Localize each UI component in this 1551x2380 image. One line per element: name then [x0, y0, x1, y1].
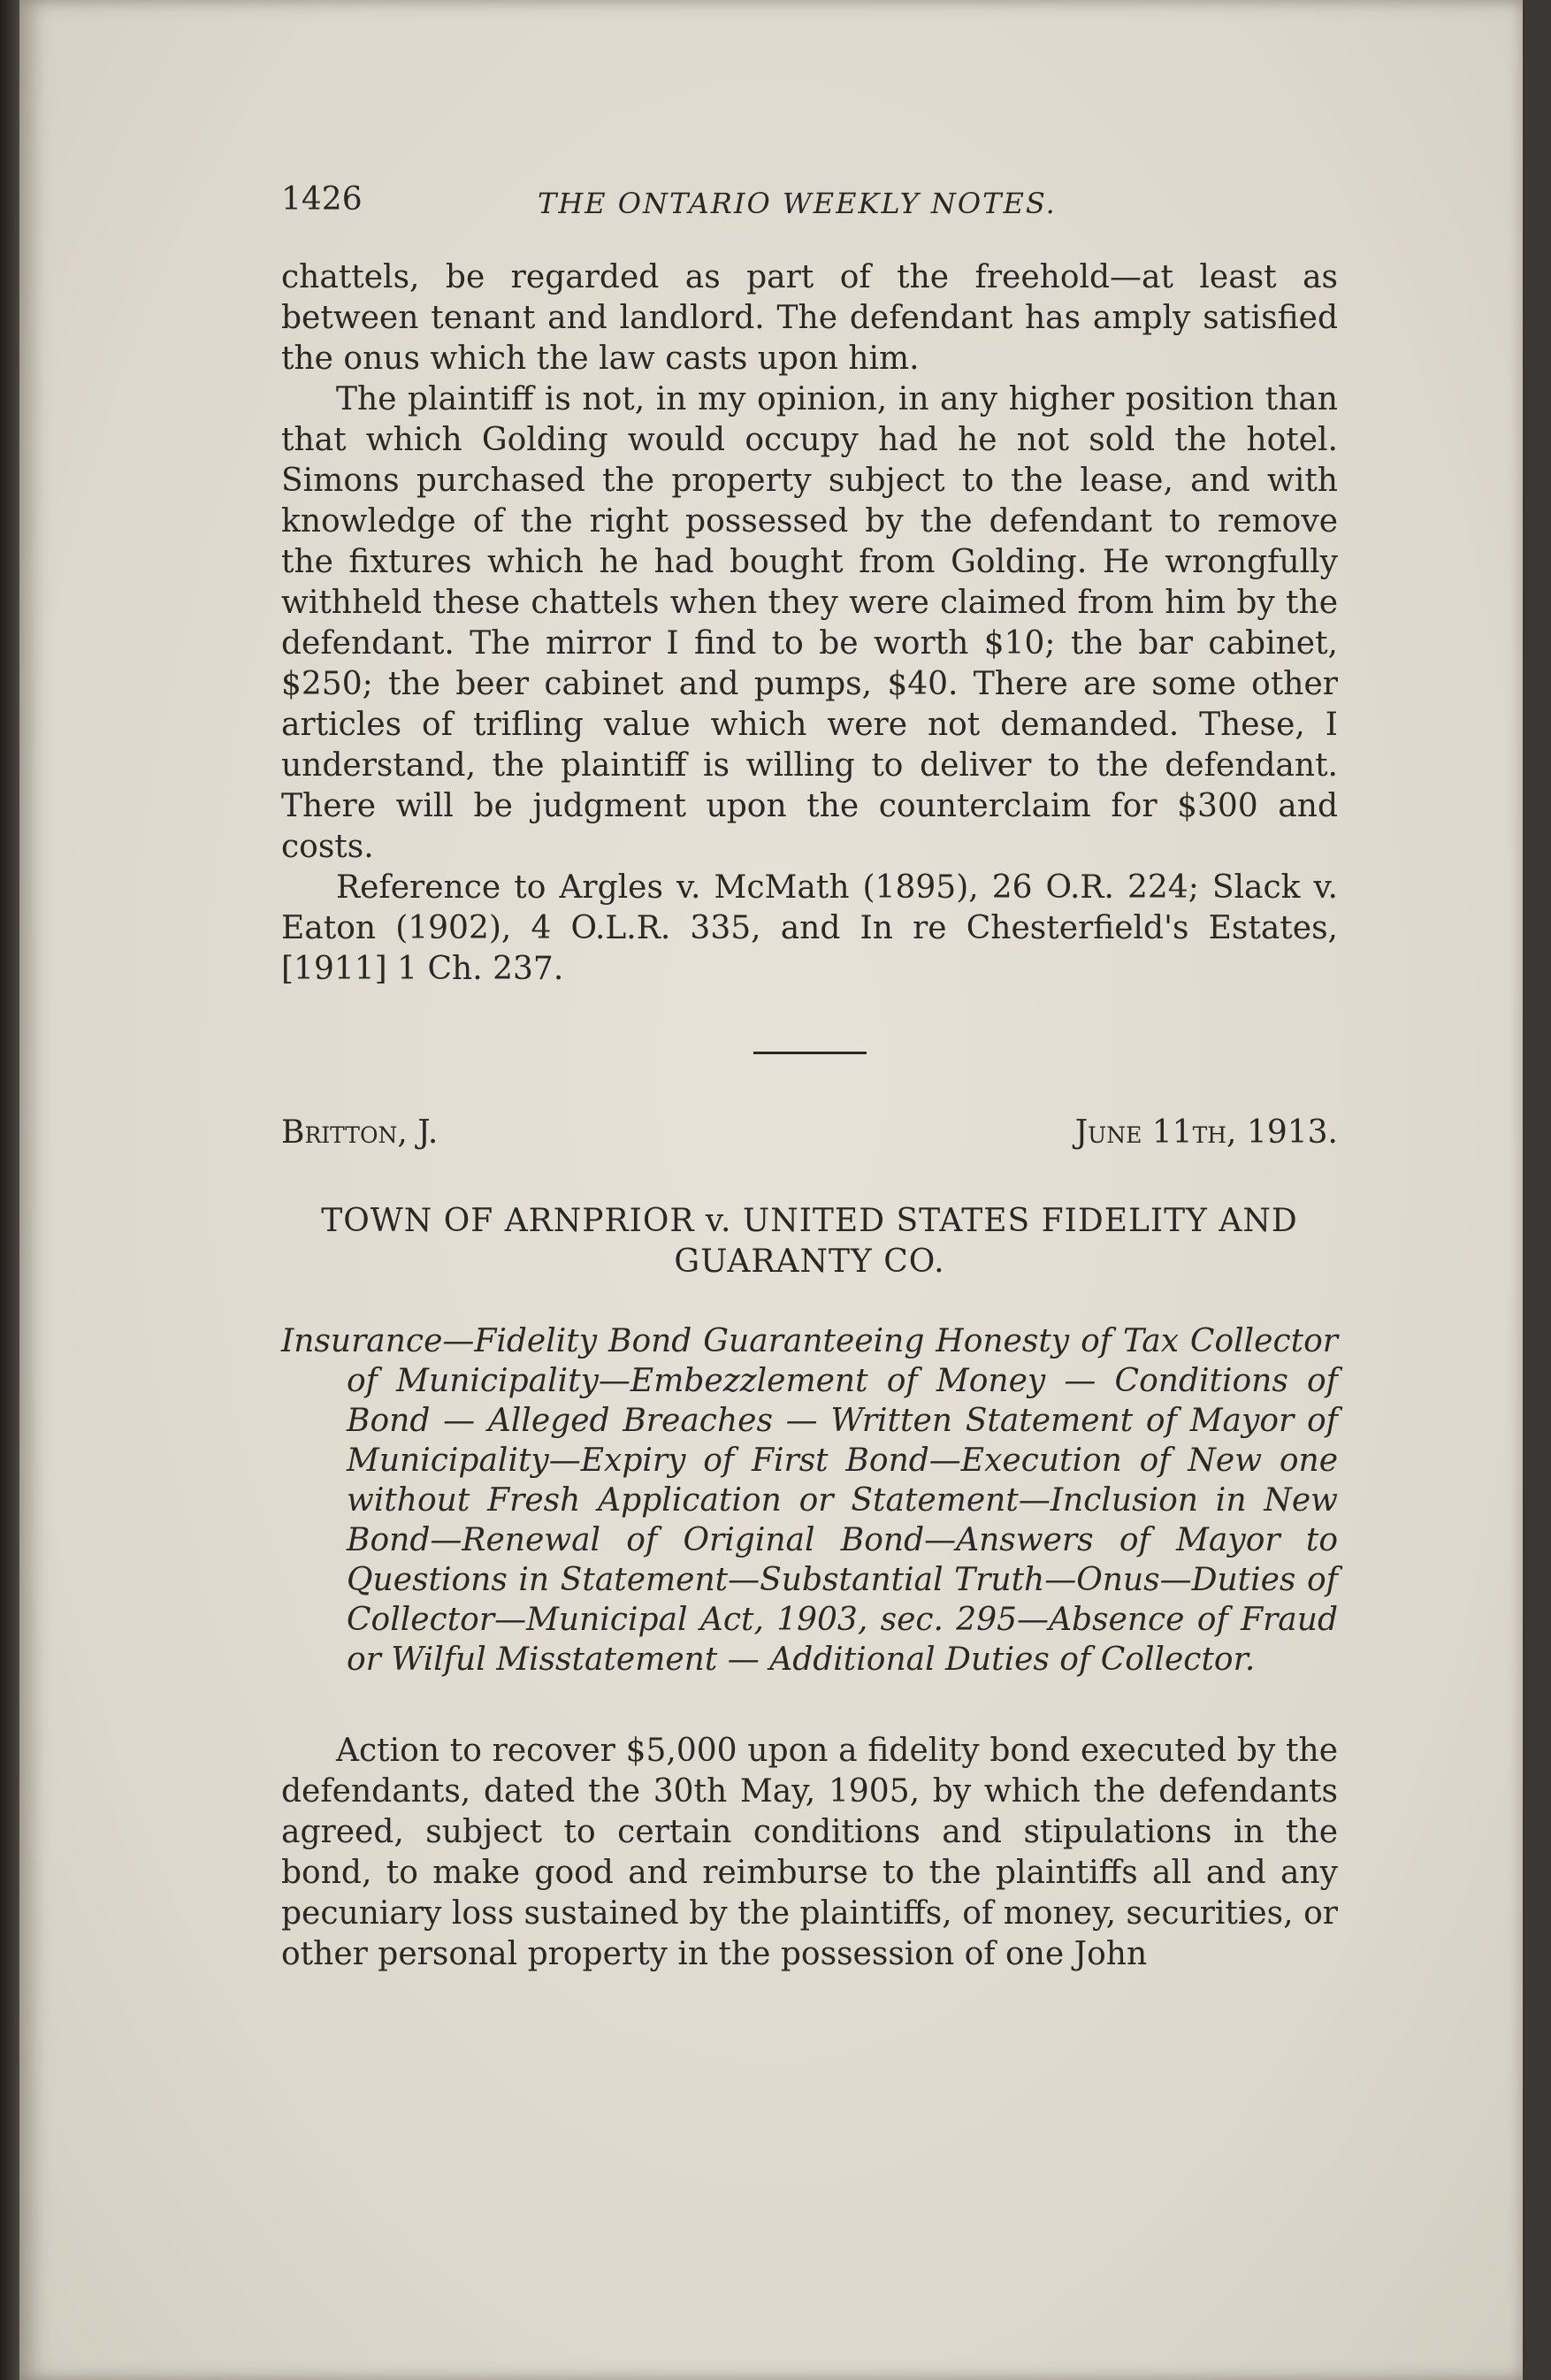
judgment-date: June 11th, 1913. [1074, 1114, 1338, 1151]
paragraph-continuation: chattels, be regarded as part of the freehold—at least as between tenant and landlord. The defendant has amply satisfied the onus which the law casts upon him. [281, 259, 1338, 377]
paragraph-references: Reference to Argles v. McMath (1895), 26 O.R. 224; Slack v. Eaton (1902), 4 O.L.R. 335, and In re Chesterfield's Estates, [1911] 1 Ch. 237. [281, 869, 1338, 987]
page-number: 1426 [281, 181, 363, 218]
judge-name: Britton, J. [281, 1114, 439, 1151]
case-title: TOWN OF ARNPRIOR v. UNITED STATES FIDELITY AND GUARANTY CO. [321, 1203, 1298, 1280]
case-headnote: Insurance—Fidelity Bond Guaranteeing Honesty of Tax Collector of Municipality—Embezzlement of Money — Conditions of Bond — Alleged Breaches — Written Statement of Mayor of Municipality—Expiry of First Bond—Execution of New one without Fresh Application or Statement—Inclusion in New Bond—Renewal of Original Bond—Answers of Mayor to Questions in Statement—Substantial Truth—Onus—Duties of Collector—Municipal Act, 1903, sec. 295—Absence of Fraud or Wilful Misstatement — Additional Duties of Collector. [281, 1323, 1338, 1678]
journal-title: THE ONTARIO WEEKLY NOTES. [538, 187, 1057, 220]
case-body-paragraph: Action to recover $5,000 upon a fidelity bond executed by the defendants, dated the 30th May, 1905, by which the defendants agreed, subject to certain conditions and stipulations in the bond, to make good and reimburse to the plaintiffs all and any pecuniary loss sustained by the plaintiffs, of money, securities, or other personal property in the possession of one John [281, 1733, 1338, 1972]
paragraph-judgment: The plaintiff is not, in my opinion, in any higher position than that which Golding would occupy had he not sold the hotel. Simons purchased the property subject to the lease, and with knowledge of the right possessed by the defendant to remove the fixtures which he had bought from Golding. He wrongfully withheld these chattels when they were claimed from him by the defendant. The mirror I find to be worth $10; the bar cabinet, $250; the beer cabinet and pumps, $40. There are some other articles of trifling value which were not demanded. These, I understand, the plaintiff is willing to deliver to the defendant. There will be judgment upon the counterclaim for $300 and costs. [281, 381, 1338, 865]
section-divider [753, 1052, 867, 1054]
scanned-page [19, 0, 1523, 2380]
running-head [281, 172, 1338, 226]
page-text-block [281, 172, 1338, 1975]
case-byline [281, 1113, 1338, 1153]
book-spine-shadow [0, 0, 19, 2380]
